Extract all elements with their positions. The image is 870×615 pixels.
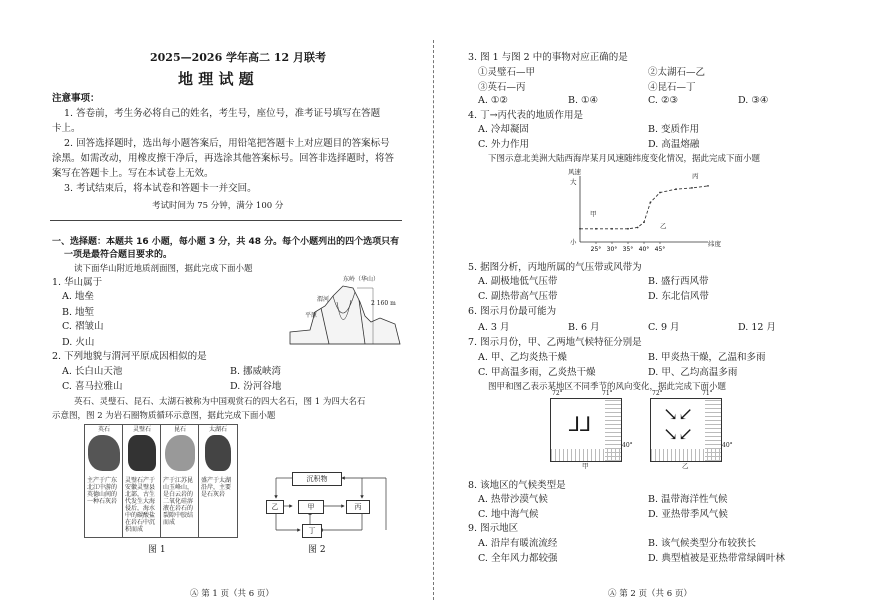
point-label: 甲 [590, 210, 597, 218]
q4-option[interactable]: A. 冷却凝固 [478, 124, 529, 135]
height-label: 2 160 m [371, 300, 396, 307]
q3-choice[interactable]: D. ③④ [738, 95, 769, 106]
stone-card [122, 424, 162, 538]
stone-caption: 而成 [163, 519, 176, 526]
lon-label: 72° [552, 390, 563, 397]
time-note: 考试时间为 75 分钟，满分 100 分 [152, 201, 284, 211]
stone-caption: 代发生大海 [125, 498, 156, 505]
stone-caption: 液在岩石的 [163, 505, 194, 512]
stone-photo [205, 435, 231, 471]
x-tick-label: 25° [590, 246, 602, 253]
q3-item: ①灵璧石—甲 [478, 67, 536, 78]
map-frame [650, 398, 722, 462]
wind-point [650, 202, 652, 204]
wind-map-jia [540, 390, 635, 470]
q7-option[interactable]: C. 甲高温多雨，乙炎热干燥 [478, 367, 596, 378]
q7-stem: 7. 图示月份，甲、乙两地气候特征分别是 [468, 337, 642, 348]
stone-caption: 是白云岩的 [163, 491, 194, 498]
q7-option[interactable]: A. 甲、乙均炎热干燥 [478, 352, 567, 363]
lon-label: 71° [602, 390, 613, 397]
notice-line: 3. 考试结束后，将本试卷和答题卡一并交回。 [64, 183, 257, 194]
q8-option[interactable]: B. 温带海洋性气候 [648, 494, 728, 505]
chart-ylabel: 风速 [568, 168, 581, 176]
stone-caption: 北部，古生 [125, 491, 156, 498]
stone-card [84, 424, 124, 538]
wind-point [579, 228, 581, 230]
q1-option[interactable]: C. 褶皱山 [62, 321, 104, 332]
map-hatch [551, 449, 621, 461]
q5-option[interactable]: B. 盛行西风带 [648, 276, 709, 287]
stone-caption: 山玉峰山， [163, 484, 194, 491]
stone-caption: 裂隙中胶结 [163, 512, 194, 519]
wind-point [659, 192, 661, 194]
q9-option[interactable]: D. 典型植被是亚热带常绿阔叶林 [648, 553, 785, 564]
stone-caption: 盛产于太湖 [201, 477, 232, 484]
map-label: 甲 [582, 462, 589, 470]
chart-xlabel: 纬度 [708, 240, 721, 248]
wind-point [643, 221, 645, 223]
intro-wind: 下图示意北美洲大陆西海岸某月风速随纬度变化情况，据此完成下面小题 [488, 154, 761, 164]
wind-arrow-icon: ⅃⅃ [569, 412, 592, 436]
map-hatch [651, 449, 721, 461]
x-tick-label: 30° [606, 246, 618, 253]
stone-caption: 侵后，海水 [125, 505, 156, 512]
q9-stem: 9. 图示地区 [468, 523, 519, 534]
q9-option[interactable]: B. 该气候类型分布较狭长 [648, 538, 757, 549]
wind-point [707, 185, 709, 187]
stone-photo [165, 435, 195, 471]
wind-map-yi [640, 390, 735, 470]
q1-option[interactable]: B. 地堑 [62, 307, 95, 318]
lon-label: 72° [652, 390, 663, 397]
divider [50, 220, 402, 221]
q3-item: ③英石—丙 [478, 82, 526, 93]
intro-stones-2: 示意图，图 2 为岩石圈物质循环示意图，据此完成下面小题 [52, 411, 276, 421]
stone-card [198, 424, 238, 538]
intro-stones: 英石、灵璧石、昆石、太湖石被称为中国观赏石的四大名石，图 1 为四大名石 [74, 397, 366, 407]
stone-caption: 一种石灰岩 [87, 498, 118, 505]
q8-option[interactable]: C. 地中海气候 [478, 509, 539, 520]
rock-cycle-diagram [262, 468, 392, 538]
q2-option[interactable]: D. 汾河谷地 [230, 381, 282, 392]
q9-option[interactable]: C. 全年风力都较强 [478, 553, 558, 564]
q6-option[interactable]: B. 6 月 [568, 322, 600, 333]
q2-option[interactable]: C. 喜马拉雅山 [62, 381, 123, 392]
stone-caption: 英德山间的 [87, 491, 118, 498]
notice-line: 涂黑。如需改动，用橡皮擦干净后，再选涂其他答案标号。回答非选择题时，将答 [52, 153, 395, 164]
q3-choice[interactable]: A. ①② [478, 95, 508, 106]
x-tick-label: 35° [622, 246, 634, 253]
intro-huashan: 读下面华山附近地质剖面图，据此完成下面小题 [74, 264, 253, 274]
stone-caption: 产于江苏昆 [163, 477, 194, 484]
q1-option[interactable]: A. 地垒 [62, 291, 94, 302]
q5-option[interactable]: C. 副热带高气压带 [478, 291, 558, 302]
stone-caption: 主产于广东 [87, 477, 118, 484]
stone-photo [88, 435, 120, 471]
q4-option[interactable]: B. 变质作用 [648, 124, 700, 135]
page-footer-1: Ⓐ 第 1 页（共 6 页） [190, 589, 274, 599]
q5-stem: 5. 据图分析，丙地所属的气压带或风带为 [468, 262, 642, 273]
q3-item: ②太湖石—乙 [648, 67, 706, 78]
x-tick-label: 40° [638, 246, 650, 253]
page-divider [433, 40, 434, 600]
q3-choice[interactable]: C. ②③ [648, 95, 679, 106]
point-label: 丙 [692, 172, 699, 180]
q4-stem: 4. 丁→丙代表的地质作用是 [468, 110, 584, 121]
wind-arrow-icon: ↘↙ [663, 424, 694, 445]
wind-point [627, 228, 629, 230]
map-label: 乙 [682, 462, 689, 470]
stone-caption: 灵璧石产于 [125, 477, 156, 484]
notice-heading: 注意事项： [52, 93, 100, 104]
cycle-node: 丁 [302, 524, 322, 538]
q2-stem: 2. 下列地貌与渭河平原成因相似的是 [52, 351, 207, 362]
stone-photo [128, 435, 156, 471]
stone-caption: 在岩石中沉 [125, 519, 156, 526]
q9-option[interactable]: A. 沿岸有暖流流经 [478, 538, 558, 549]
stone-caption: 中的碳酸盐 [125, 512, 156, 519]
q8-stem: 8. 该地区的气候类型是 [468, 480, 566, 491]
q6-stem: 6. 图示月份最可能为 [468, 306, 557, 317]
wind-speed-chart-svg [560, 168, 720, 256]
section-heading: 一、选择题：本题共 16 小题，每小题 3 分，共 48 分。每个小题列出的四个选项只有 [52, 237, 400, 247]
q2-option[interactable]: A. 长白山天池 [62, 366, 123, 377]
stone-name: 灵璧石 [132, 426, 151, 433]
wind-point [691, 187, 693, 189]
x-tick-label: 45° [654, 246, 666, 253]
subject-title: 地 理 试 题 [178, 70, 254, 88]
stone-name: 英石 [97, 426, 110, 433]
page-footer-2: Ⓐ 第 2 页（共 6 页） [608, 589, 692, 599]
q1-option[interactable]: D. 火山 [62, 337, 95, 348]
q2-option[interactable]: B. 挪威峡湾 [230, 366, 282, 377]
footer-text: 第 1 页（共 6 页） [201, 589, 274, 599]
footer-text: 第 2 页（共 6 页） [619, 589, 692, 599]
notice-line: 卡上。 [52, 123, 81, 134]
stone-caption: 积而成 [125, 526, 144, 533]
q3-item: ④昆石—丁 [648, 82, 696, 93]
chart-y-high: 大 [570, 178, 577, 186]
point-label: 乙 [660, 222, 667, 230]
lat-label: 40° [722, 442, 733, 449]
q6-option[interactable]: D. 12 月 [738, 322, 776, 333]
wind-point [611, 228, 613, 230]
section-heading-2: 一项是最符合题目要求的。 [64, 250, 173, 260]
q4-option[interactable]: D. 高温熔融 [648, 139, 700, 150]
wind-arrow-icon: ↘↙ [663, 404, 694, 425]
cycle-node: 乙 [266, 500, 284, 514]
notice-line: 案写在答题卡上。写在本试卷上无效。 [52, 168, 214, 179]
peak-label: 东岭（华山） [343, 276, 380, 283]
fig1-label: 图 1 [148, 545, 166, 555]
wind-point [675, 188, 677, 190]
chart-y-low: 小 [570, 238, 577, 246]
cycle-node: 沉积物 [292, 472, 342, 486]
plain-label-2: 平原 [305, 312, 318, 319]
wind-speed-chart [560, 168, 720, 256]
stone-caption: 二氧化硅溶 [163, 498, 194, 505]
lat-label: 40° [622, 442, 633, 449]
q1-stem: 1. 华山属于 [52, 277, 103, 288]
q7-option[interactable]: B. 甲炎热干燥，乙温和多雨 [648, 352, 766, 363]
cycle-node: 丙 [346, 500, 370, 514]
wind-point [595, 228, 597, 230]
q6-option[interactable]: A. 3 月 [478, 322, 510, 333]
exam-title: 2025—2026 学年高二 12 月联考 [150, 51, 327, 64]
stone-name: 昆石 [173, 426, 186, 433]
map-frame [550, 398, 622, 462]
lon-label: 71° [702, 390, 713, 397]
wind-point [637, 227, 639, 229]
huashan-profile-figure [285, 272, 405, 352]
q3-stem: 3. 图 1 与图 2 中的事物对应正确的是 [468, 52, 628, 63]
stone-card [160, 424, 200, 538]
q5-option[interactable]: A. 副极地低气压带 [478, 276, 558, 287]
stone-caption: 北江中游的 [87, 484, 118, 491]
q8-option[interactable]: A. 热带沙漠气候 [478, 494, 548, 505]
cycle-node: 甲 [298, 500, 324, 514]
fig2-label: 图 2 [308, 545, 326, 555]
notice-line: 1. 答卷前，考生务必将自己的姓名，考生号，座位号，准考证号填写在答题 [64, 108, 381, 119]
q5-option[interactable]: D. 东北信风带 [648, 291, 709, 302]
q8-option[interactable]: D. 亚热带季风气候 [648, 509, 728, 520]
stone-caption: 安徽灵璧县 [125, 484, 156, 491]
q6-option[interactable]: C. 9 月 [648, 322, 680, 333]
stone-caption: 沿岸，主要 [201, 484, 232, 491]
q4-option[interactable]: C. 外力作用 [478, 139, 529, 150]
stone-name: 太湖石 [208, 426, 227, 433]
plain-label: 渭河 [317, 296, 330, 303]
intro-windmap: 图甲和图乙表示某地区不同季节的风向变化，据此完成下面小题 [488, 382, 727, 392]
stone-caption: 是石灰岩 [201, 491, 226, 498]
notice-line: 2. 回答选择题时，选出每小题答案后，用铅笔把答题卡上对应题目的答案标号 [64, 138, 390, 149]
q7-option[interactable]: D. 甲、乙均高温多雨 [648, 367, 738, 378]
q3-choice[interactable]: B. ①④ [568, 95, 599, 106]
